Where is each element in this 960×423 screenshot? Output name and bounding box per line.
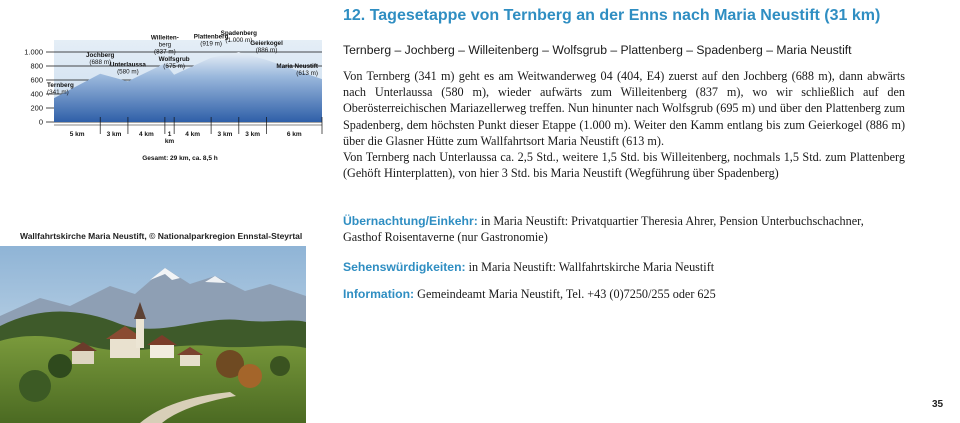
segment-label: 6 km bbox=[286, 131, 302, 138]
segment-label-unit: km bbox=[164, 138, 175, 145]
total-distance: Gesamt: 29 km, ca. 8,5 h bbox=[142, 155, 218, 162]
waypoint-label: (675 m) bbox=[163, 62, 185, 70]
page-number: 35 bbox=[932, 399, 944, 410]
information-text: Gemeindeamt Maria Neustift, Tel. +43 (0)7250/255 oder 625 bbox=[414, 287, 716, 301]
church-landscape-photo bbox=[0, 246, 306, 423]
waypoint-label: (580 m) bbox=[117, 68, 139, 76]
segment-label: 5 km bbox=[69, 131, 85, 138]
waypoint-label: Unterlaussa bbox=[109, 61, 146, 69]
waypoint-label: Plattenberg bbox=[193, 33, 229, 41]
waypoint-label: (1.000 m) bbox=[225, 37, 253, 44]
y-tick-label: 200 bbox=[30, 103, 43, 113]
y-tick-label: 1.000 bbox=[24, 47, 43, 57]
segment-label: 4 km bbox=[138, 131, 154, 138]
accommodation-text: in Maria Neustift: Privatquartier Theresia Ahrer, Pension Unterbuchschachner, Gasthof Roisentaverne (nur Gastronomie) bbox=[343, 214, 864, 245]
accommodation-info bbox=[343, 213, 905, 245]
waypoint-label: (613 m) bbox=[296, 70, 318, 78]
waypoint-label: Maria Neustift bbox=[276, 63, 318, 71]
waypoint-label: berg bbox=[158, 41, 172, 49]
sights-label: Sehenswürdigkeiten: bbox=[343, 260, 466, 274]
segment-label: 3 km bbox=[245, 131, 261, 138]
y-tick-label: 800 bbox=[30, 61, 43, 71]
y-tick-labels bbox=[24, 48, 43, 127]
sights-text: in Maria Neustift: Wallfahrtskirche Maria Neustift bbox=[465, 260, 715, 274]
waypoint-label: (688 m) bbox=[89, 58, 112, 66]
waypoint-label: Wolfsgrub bbox=[158, 55, 190, 63]
segment-label: 3 km bbox=[106, 131, 122, 138]
segment-label: 3 km bbox=[217, 131, 233, 138]
sights-info bbox=[343, 259, 905, 275]
timing-paragraph: Von Ternberg nach Unterlaussa ca. 2,5 Std., weitere 1,5 Std. bis Willeitenberg, nochmals 1,5 Std. zum Plattenberg (Gehöft Hinterplatten), von hier 3 Std. bis Maria Neustift (Wegführung über Spadenberg) bbox=[343, 150, 905, 181]
waypoint-label: (341 m) bbox=[47, 89, 69, 97]
description-paragraph: Von Ternberg (341 m) geht es am Weitwanderweg 04 (404, E4) zuerst auf den Jochberg (688 m), dann abwärts nach Unterlaussa (580 m), wieder aufwärts zum Willeitenberg (837 m), wo wir schließlich auf den Oberösterreichischen Mariazellerweg treffen. Nun hinunter nach Wolfsgrub (695 m) und über den Plattenberg zum Spadenberg, dem höchsten Punkt dieser Etappe (1.000 m). Weiter den Kamm entlang bis zum Geierkogel (886 m) über die Glasner Hütte zum Wallfahrtsort Maria Neustift (613 m). bbox=[343, 69, 905, 148]
waypoint-label: Jochberg bbox=[86, 51, 115, 59]
waypoint-label: (837 m) bbox=[154, 48, 176, 56]
y-tick-label: 600 bbox=[30, 75, 43, 85]
waypoint-label: Geierkogel bbox=[250, 39, 283, 47]
contact-info bbox=[343, 286, 905, 302]
accommodation-label: Übernachtung/Einkehr: bbox=[343, 214, 478, 228]
waypoint-label: (886 m) bbox=[255, 46, 278, 54]
y-tick-label: 0 bbox=[38, 117, 43, 127]
waypoint-label: Willeiten- bbox=[150, 34, 179, 42]
stage-title: 12. Tagesetappe von Ternberg an der Enns nach Maria Neustift (31 km) bbox=[343, 7, 881, 24]
information-label: Information: bbox=[343, 287, 415, 301]
waypoint-label: (919 m) bbox=[200, 40, 222, 48]
stage-description bbox=[343, 68, 905, 181]
route-summary: Ternberg – Jochberg – Willeitenberg – Wolfsgrub – Plattenberg – Spadenberg – Maria Neustift bbox=[343, 43, 852, 57]
photo-caption: Wallfahrtskirche Maria Neustift, © Nationalparkregion Ennstal-Steyrtal bbox=[20, 231, 303, 241]
waypoint-label: Ternberg bbox=[47, 82, 74, 90]
y-tick-label: 400 bbox=[30, 89, 43, 99]
elevation-profile-chart bbox=[0, 0, 330, 175]
segment-label: 4 km bbox=[185, 131, 201, 138]
segment-label: 1 bbox=[167, 131, 172, 138]
waypoint-label: Spadenberg bbox=[220, 30, 258, 37]
